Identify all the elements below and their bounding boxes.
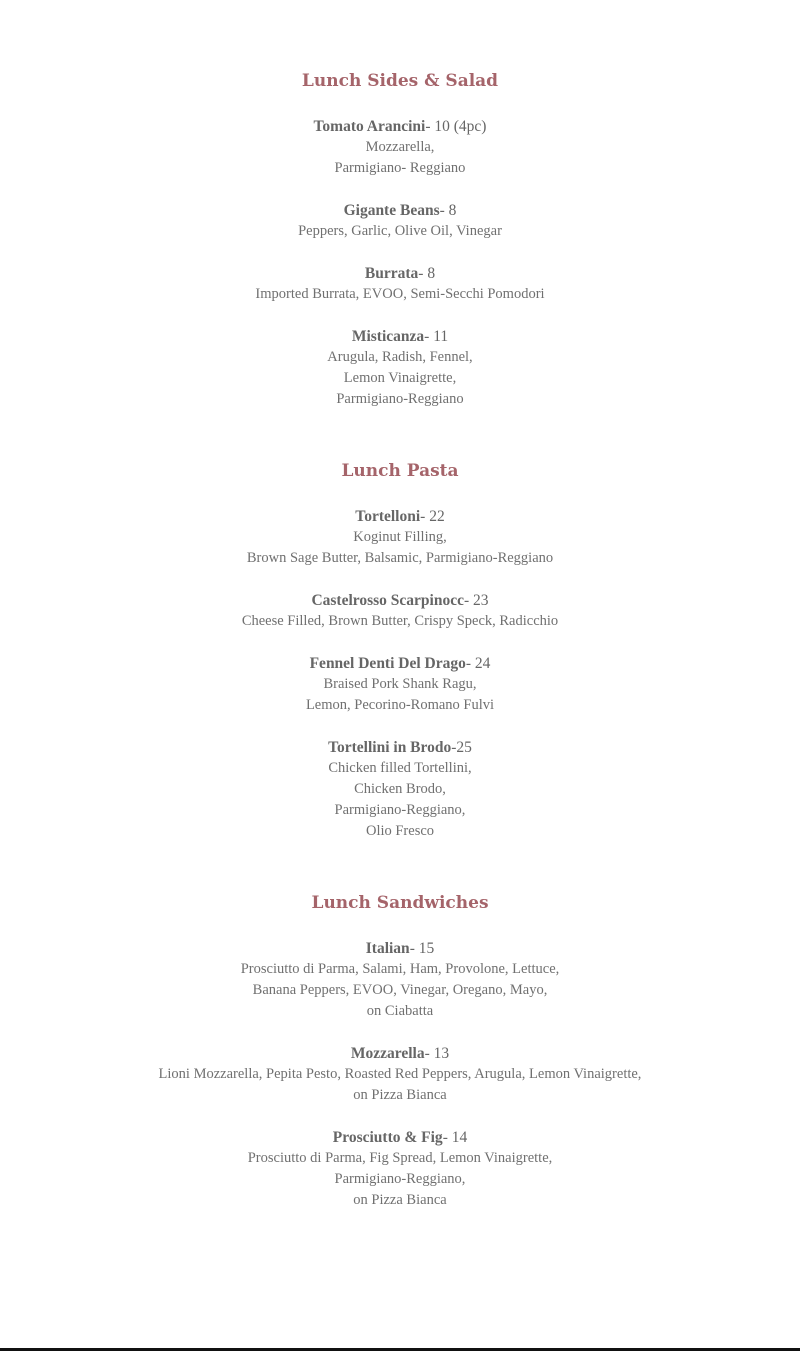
item-description-line: on Ciabatta bbox=[366, 1003, 434, 1019]
item-name: Fennel Denti Del Drago bbox=[309, 655, 466, 672]
item-description-line: Parmigiano-Reggiano, bbox=[334, 1171, 466, 1187]
item-description-line: Peppers, Garlic, Olive Oil, Vinegar bbox=[298, 223, 502, 239]
section-title: Lunch Sides & Salad bbox=[301, 71, 499, 91]
item-description-line: Parmigiano-Reggiano, bbox=[334, 802, 466, 818]
menu-item bbox=[0, 938, 800, 1022]
item-price: - 8 bbox=[439, 202, 457, 219]
item-description-line: Imported Burrata, EVOO, Semi-Secchi Pomodori bbox=[255, 286, 545, 302]
menu-item bbox=[0, 1043, 800, 1106]
item-description-line: Banana Peppers, EVOO, Vinegar, Oregano, Mayo, bbox=[252, 982, 548, 998]
item-name: Gigante Beans bbox=[343, 202, 440, 219]
item-description-line: Prosciutto di Parma, Salami, Ham, Provolone, Lettuce, bbox=[240, 961, 560, 977]
item-heading bbox=[0, 737, 800, 758]
section-lunch-pasta bbox=[0, 458, 800, 842]
item-price: -25 bbox=[451, 739, 472, 756]
item-heading bbox=[0, 506, 800, 527]
item-description-line: on Pizza Bianca bbox=[353, 1087, 447, 1103]
item-name: Tortellini in Brodo bbox=[328, 739, 452, 756]
item-name: Castelrosso Scarpinocc bbox=[311, 592, 464, 609]
menu-item bbox=[0, 590, 800, 632]
item-name: Prosciutto & Fig bbox=[332, 1129, 443, 1146]
item-description-line: Olio Fresco bbox=[365, 823, 435, 839]
menu-item bbox=[0, 737, 800, 842]
item-price: - 8 bbox=[418, 265, 436, 282]
item-heading bbox=[0, 590, 800, 611]
menu-item bbox=[0, 653, 800, 716]
item-price: - 23 bbox=[464, 592, 489, 609]
item-heading bbox=[0, 653, 800, 674]
item-description-line: Mozzarella, bbox=[365, 139, 435, 155]
menu-item bbox=[0, 326, 800, 410]
item-price: - 15 bbox=[409, 940, 435, 957]
item-description-line: Prosciutto di Parma, Fig Spread, Lemon Vinaigrette, bbox=[247, 1150, 553, 1166]
item-name: Italian bbox=[365, 940, 410, 957]
item-heading bbox=[0, 200, 800, 221]
item-price: - 10 (4pc) bbox=[425, 118, 487, 135]
item-heading bbox=[0, 263, 800, 284]
item-price: - 11 bbox=[424, 328, 449, 345]
menu-item bbox=[0, 506, 800, 569]
item-description-line: Lemon, Pecorino-Romano Fulvi bbox=[305, 697, 495, 713]
item-description-line: Brown Sage Butter, Balsamic, Parmigiano-Reggiano bbox=[246, 550, 554, 566]
item-description-line: Chicken Brodo, bbox=[354, 781, 446, 797]
item-name: Tortelloni bbox=[355, 508, 421, 525]
item-description-line: Cheese Filled, Brown Butter, Crispy Speck, Radicchio bbox=[241, 613, 559, 629]
item-heading bbox=[0, 1127, 800, 1148]
item-name: Tomato Arancini bbox=[313, 118, 426, 135]
item-heading bbox=[0, 326, 800, 347]
item-description-line: Parmigiano- Reggiano bbox=[334, 160, 466, 176]
item-description-line: Koginut Filling, bbox=[353, 529, 447, 545]
item-heading bbox=[0, 116, 800, 137]
section-lunch-sandwiches bbox=[0, 890, 800, 1211]
item-description-line: Arugula, Radish, Fennel, bbox=[327, 349, 473, 365]
item-description-line: Chicken filled Tortellini, bbox=[328, 760, 472, 776]
item-description-line: Lemon Vinaigrette, bbox=[343, 370, 457, 386]
item-price: - 24 bbox=[465, 655, 491, 672]
item-name: Misticanza bbox=[351, 328, 425, 345]
item-description-line: Braised Pork Shank Ragu, bbox=[323, 676, 477, 692]
menu-item bbox=[0, 1127, 800, 1211]
item-name: Mozzarella bbox=[350, 1045, 425, 1062]
menu-item bbox=[0, 200, 800, 242]
item-price: - 13 bbox=[424, 1045, 450, 1062]
item-heading bbox=[0, 1043, 800, 1064]
section-title: Lunch Sandwiches bbox=[311, 893, 489, 913]
section-title: Lunch Pasta bbox=[341, 461, 459, 481]
item-price: - 14 bbox=[442, 1129, 468, 1146]
item-description-line: Lioni Mozzarella, Pepita Pesto, Roasted Red Peppers, Arugula, Lemon Vinaigrette, bbox=[158, 1066, 642, 1082]
item-heading bbox=[0, 938, 800, 959]
section-lunch-sides-salad bbox=[0, 68, 800, 410]
item-price: - 22 bbox=[420, 508, 445, 525]
item-description-line: on Pizza Bianca bbox=[353, 1192, 447, 1208]
item-description-line: Parmigiano-Reggiano bbox=[336, 391, 464, 407]
item-name: Burrata bbox=[364, 265, 419, 282]
menu-item bbox=[0, 263, 800, 305]
menu-item bbox=[0, 116, 800, 179]
